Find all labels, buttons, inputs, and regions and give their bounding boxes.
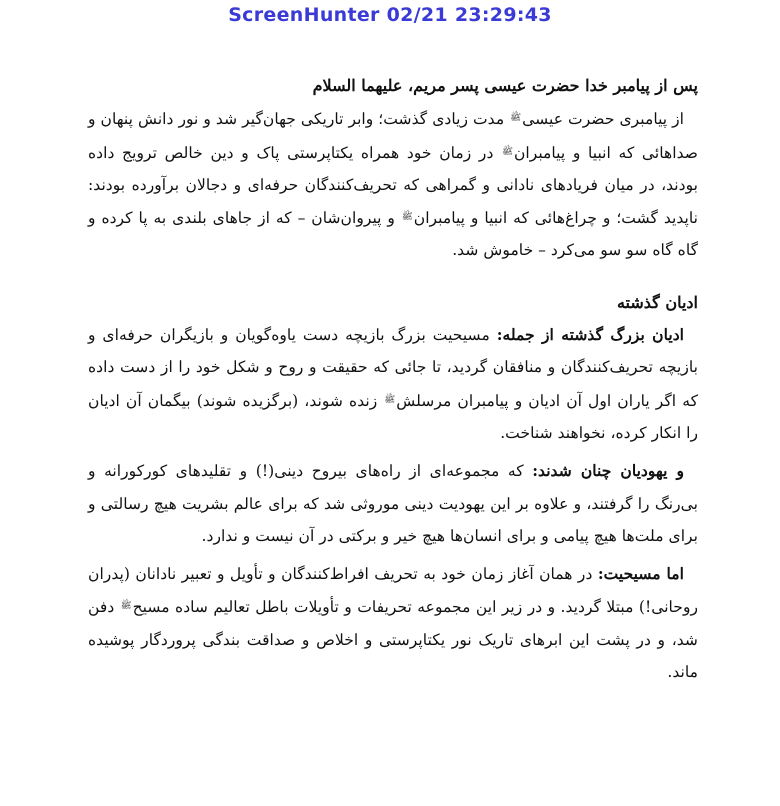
paragraph-text: و پیروان‌شان – که از جاهای بلندی به پا کرده و گاه گاه سو سو می‌کرد – خاموش شد.: [88, 209, 698, 260]
paragraph-text: دفن شد، و در پشت این ابرهای تاریک نور یکتاپرستی و اخلاص و صداقت بندگی پروردگار پوشیده ماند.: [88, 598, 698, 682]
paragraph-jews: [88, 455, 698, 552]
section-heading-past-religions: ادیان گذشته: [616, 292, 698, 312]
paragraph-lead: ادیان بزرگ گذشته از جمله:: [496, 325, 684, 345]
honorific-glyph-icon: ﷺ: [120, 601, 132, 612]
paragraph-text: که مجموعه‌ای از راه‌های بیروح دینی(!) و تقلیدهای کورکورانه و بی‌رنگ را گرفتند، و علاوه بر این یهودیت دینی موروثی شد که برای عالم بشریت هیچ رسالتی و برای ملت‌ها هیچ پیامی و برای انسان‌ها هیچ خیر و برکتی در آن نیست و ندارد.: [88, 462, 698, 545]
section-heading-after-jesus: پس از پیامبر خدا حضرت عیسی پسر مریم، علیهما السلام: [312, 76, 698, 95]
paragraph-text: در زمان خود همراه یکتاپرستی پاک و دین خالص ترویج داده بودند، در میان فریادهای نادانی و گمراهی که تحریف‌کنندگان حرفه‌ای و دجالان برآورده بودند: ناپدید گشت؛ و چراغ‌هائی که انبیا و پیامبران: [88, 143, 698, 228]
paragraph-text: مسیحیت بزرگ بازیچه دست یاوه‌گویان و بازیگران حرفه‌ای و بازیچه تحریف‌کنندگان و منافقان گردید، تا جائی که حقیقت و روح و شکل خود را از دست داده که اگر یاران اول آن ادیان و پیامبران مرسلش: [88, 326, 698, 410]
honorific-glyph-icon: ﷺ: [510, 113, 522, 124]
section-spacer: [88, 267, 698, 287]
paragraph-text: زنده شوند، (برگزیده شوند) بیگمان آن ادیان را انکار کرده، نخواهند شناخت.: [88, 391, 698, 442]
honorific-glyph-icon: ﷺ: [384, 394, 396, 405]
screenhunter-watermark: ScreenHunter 02/21 23:29:43: [228, 4, 552, 26]
paragraph-text: مدت زیادی گذشت؛ وابر تاریکی جهان‌گیر شد و نور دانش پنهان و صداهائی که انبیا و پیامبران: [88, 110, 698, 162]
paragraph-text: در همان آغاز زمان خود به تحریف افراط‌کنندگان و تأویل و تعبیر نادانان (پدران روحانی!) مبتلا گردید. و در زیر این مجموعه تحریفات و تأویلات باطل تعالیم ساده مسیح: [88, 565, 698, 617]
honorific-glyph-icon: ﷺ: [401, 212, 413, 223]
paragraph-text: از پیامبری حضرت عیسی: [522, 110, 684, 129]
paragraph-lead: و یهودیان چنان شدند:: [532, 461, 685, 481]
paragraph-great-religions: [88, 319, 698, 449]
honorific-glyph-icon: ﷺ: [502, 146, 513, 157]
paragraph-after-jesus: [88, 102, 698, 266]
paragraph-christianity: [88, 558, 698, 688]
paragraph-lead: اما مسیحیت:: [597, 564, 684, 584]
document-page: [88, 70, 698, 688]
